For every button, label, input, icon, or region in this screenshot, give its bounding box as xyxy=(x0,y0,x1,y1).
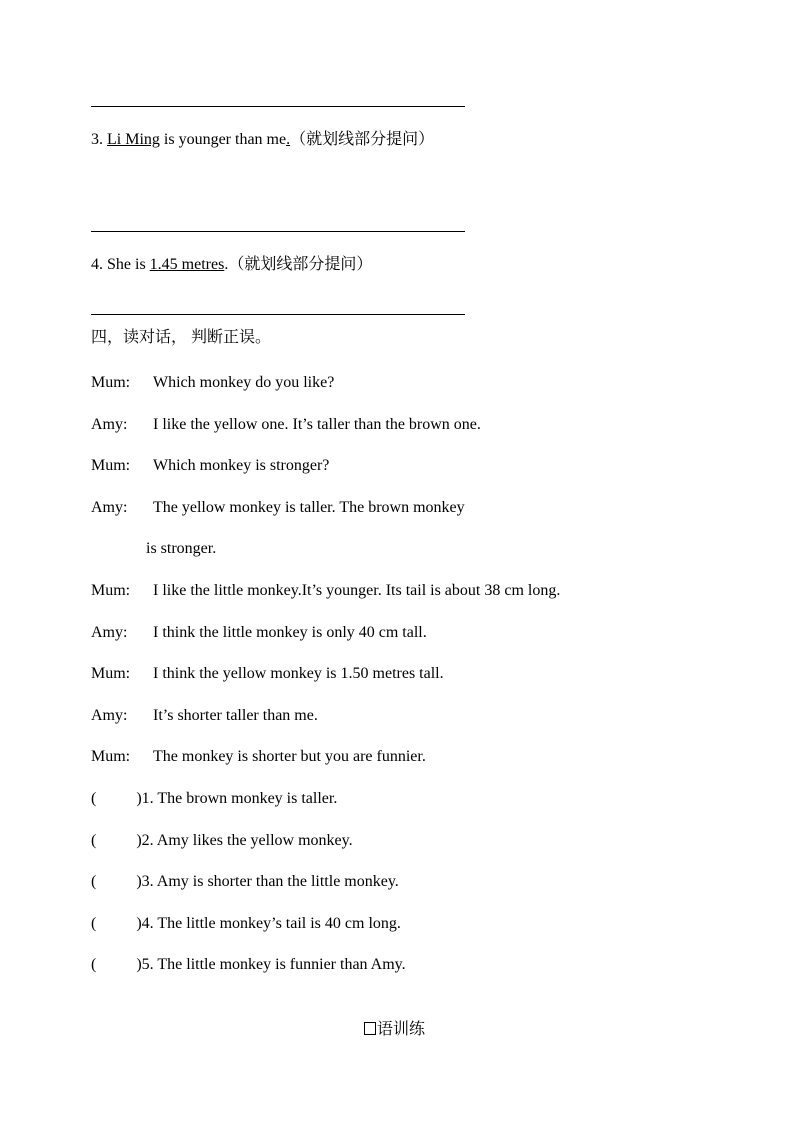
judgement-item xyxy=(91,955,406,975)
dialogue-line xyxy=(91,581,560,601)
answer-paren-open: ( xyxy=(91,790,97,807)
question-3-underlined: Li Ming xyxy=(107,131,160,148)
dialogue-text: Which monkey do you like? xyxy=(153,374,335,391)
question-3-number: 3. xyxy=(91,131,107,148)
dialogue-speaker: Mum: xyxy=(91,582,131,599)
dialogue-text: The monkey is shorter but you are funnier. xyxy=(153,748,426,765)
judgement-item xyxy=(91,872,399,892)
answer-paren-close: ) xyxy=(136,832,142,849)
dialogue-line xyxy=(91,706,318,726)
footer-title-text: 语训练 xyxy=(377,1021,426,1038)
answer-paren-open: ( xyxy=(91,956,97,973)
dialogue-line xyxy=(91,373,334,393)
dialogue-text: It’s shorter taller than me. xyxy=(153,707,318,724)
judgement-text: 1. The brown monkey is taller. xyxy=(141,790,338,807)
dialogue-line xyxy=(91,498,465,518)
answer-paren-close: ) xyxy=(136,790,142,807)
judgement-text: 4. The little monkey’s tail is 40 cm long. xyxy=(141,915,401,932)
dialogue-speaker: Amy: xyxy=(91,416,128,433)
dialogue-line xyxy=(91,456,329,476)
answer-paren-close: ) xyxy=(136,873,142,890)
question-3-rest: is younger than me xyxy=(159,131,287,148)
dialogue-text: I like the yellow one. It’s taller than the brown one. xyxy=(153,416,481,433)
dialogue-text: Which monkey is stronger? xyxy=(153,457,330,474)
section-4-title: 四，读对话， 判断正误。 xyxy=(91,329,272,346)
dialogue-speaker: Amy: xyxy=(91,707,128,724)
dialogue-speaker: Mum: xyxy=(91,457,131,474)
answer-paren-close: ) xyxy=(136,956,142,973)
dialogue-line xyxy=(91,623,427,643)
question-4-underlined: 1.45 metres xyxy=(149,256,225,273)
judgement-text: 2. Amy likes the yellow monkey. xyxy=(141,832,353,849)
judgement-text: 5. The little monkey is funnier than Amy. xyxy=(141,956,406,973)
dialogue-text: is stronger. xyxy=(146,540,217,557)
dialogue-line xyxy=(91,664,444,684)
dialogue-line xyxy=(91,747,426,767)
question-3-period: . xyxy=(286,131,291,148)
dialogue-speaker: Mum: xyxy=(91,374,131,391)
question-4-prefix: 4. She is xyxy=(91,256,150,273)
dialogue-line-continued xyxy=(146,539,216,559)
judgement-item xyxy=(91,831,353,851)
answer-paren-open: ( xyxy=(91,915,97,932)
answer-line-q3 xyxy=(91,231,465,232)
answer-paren-open: ( xyxy=(91,873,97,890)
answer-paren-open: ( xyxy=(91,832,97,849)
dialogue-line xyxy=(91,415,481,435)
answer-paren-close: ) xyxy=(136,915,142,932)
judgement-text: 3. Amy is shorter than the little monkey. xyxy=(141,873,399,890)
question-3-instruction: （就划线部分提问） xyxy=(290,131,435,148)
dialogue-speaker: Amy: xyxy=(91,499,128,516)
dialogue-speaker: Mum: xyxy=(91,665,131,682)
footer-title xyxy=(364,1020,425,1040)
judgement-item xyxy=(91,789,337,809)
answer-line-q2 xyxy=(91,106,465,107)
dialogue-speaker: Amy: xyxy=(91,624,128,641)
question-4-suffix: .（就划线部分提问） xyxy=(224,256,373,273)
dialogue-text: I think the little monkey is only 40 cm tall. xyxy=(153,624,427,641)
dialogue-text: The yellow monkey is taller. The brown monkey xyxy=(153,499,465,516)
question-4 xyxy=(91,255,372,275)
dialogue-text: I think the yellow monkey is 1.50 metres tall. xyxy=(153,665,444,682)
question-3 xyxy=(91,130,434,150)
dialogue-text: I like the little monkey.It’s younger. Its tail is about 38 cm long. xyxy=(153,582,561,599)
judgement-item xyxy=(91,914,401,934)
dialogue-speaker: Mum: xyxy=(91,748,131,765)
box-icon xyxy=(364,1022,376,1035)
answer-line-q4 xyxy=(91,314,465,315)
